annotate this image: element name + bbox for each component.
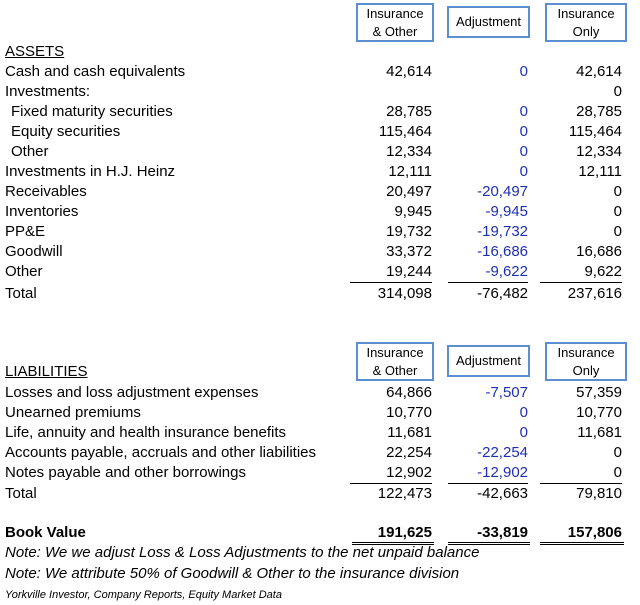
- insurance-only-value: 0: [613, 223, 622, 240]
- book-value-adjustment: -33,819: [477, 524, 528, 541]
- insurance-only-value: 28,785: [576, 103, 622, 120]
- adjustment-value: -42,663: [477, 485, 528, 502]
- table-row-total: [0, 284, 640, 304]
- insurance-other-value: 9,945: [394, 203, 432, 220]
- header-insurance-only: [545, 3, 627, 42]
- table-row: [0, 102, 640, 122]
- row-label: Inventories: [5, 203, 79, 220]
- header-adjustment-label: Adjustment: [455, 14, 522, 29]
- row-label: PP&E: [5, 223, 46, 240]
- adjustment-value: -19,732: [477, 223, 528, 240]
- adjustment-value: -20,497: [477, 183, 528, 200]
- insurance-only-value: 0: [613, 444, 622, 461]
- row-label: Total: [5, 285, 37, 302]
- table-row: [0, 82, 640, 102]
- insurance-other-value: 12,111: [388, 163, 432, 180]
- insurance-other-value: 11,681: [387, 424, 432, 441]
- adjustment-value: 0: [519, 63, 528, 80]
- adjustment-value: 0: [519, 143, 528, 160]
- adjustment-value: 0: [519, 123, 528, 140]
- adjustment-value: -16,686: [477, 243, 528, 260]
- adjustment-value: -9,622: [448, 262, 528, 283]
- book-value-insurance-only: 157,806: [567, 524, 622, 541]
- adjustment-value: 0: [519, 404, 528, 421]
- insurance-other-value: 10,770: [386, 404, 432, 421]
- row-label: Goodwill: [5, 243, 63, 260]
- adjustment-value: 0: [519, 163, 528, 180]
- row-label: Total: [5, 485, 37, 502]
- insurance-other-value: 19,244: [350, 262, 432, 283]
- table-row: [0, 162, 640, 182]
- liabilities-title: LIABILITIES: [5, 363, 88, 380]
- adjustment-value: -76,482: [477, 285, 528, 302]
- insurance-only-value: 79,810: [576, 485, 622, 502]
- row-label: Notes payable and other borrowings: [5, 464, 246, 481]
- header-insurance-only-line2: Only: [572, 362, 600, 378]
- insurance-only-value: 57,359: [576, 384, 622, 401]
- row-label: Accounts payable, accruals and other liabilities: [5, 444, 317, 461]
- row-label: Life, annuity and health insurance benefits: [5, 424, 287, 441]
- assets-title-row: [0, 42, 640, 62]
- table-row: [0, 62, 640, 82]
- row-label: Cash and cash equivalents: [5, 63, 186, 80]
- insurance-other-value: 115,464: [378, 123, 432, 140]
- insurance-only-value: 11,681: [577, 424, 622, 441]
- insurance-other-value: 12,902: [350, 463, 432, 484]
- assets-title: ASSETS: [5, 43, 65, 60]
- table-row: [0, 142, 640, 162]
- row-label: Losses and loss adjustment expenses: [5, 384, 259, 401]
- insurance-other-value: 20,497: [386, 183, 432, 200]
- adjustment-value: -22,254: [477, 444, 528, 461]
- row-label: Other: [11, 143, 49, 160]
- row-label: Equity securities: [11, 123, 121, 140]
- note-line: Note: We attribute 50% of Goodwill & Other to the insurance division: [5, 565, 460, 582]
- note-line: Note: We we adjust Loss & Loss Adjustments to the net unpaid balance: [5, 544, 480, 561]
- insurance-other-value: 64,866: [386, 384, 432, 401]
- header-adjustment: [447, 6, 530, 38]
- header-insurance-other-line2: & Other: [372, 362, 418, 378]
- adjustment-value: 0: [519, 424, 528, 441]
- insurance-other-value: 122,473: [377, 485, 432, 502]
- insurance-other-value: 42,614: [386, 63, 432, 80]
- row-label: Investments in H.J. Heinz: [5, 163, 176, 180]
- header-insurance-other-line2: & Other: [372, 23, 418, 39]
- source-line: Yorkville Investor, Company Reports, Equity Market Data: [5, 589, 282, 601]
- row-label: Other: [5, 263, 43, 280]
- insurance-only-value: 0: [540, 463, 622, 484]
- header-insurance-other-line1: Insurance: [366, 5, 424, 21]
- table-row: [0, 262, 640, 282]
- adjustment-value: -9,945: [485, 203, 528, 220]
- insurance-other-value: 19,732: [386, 223, 432, 240]
- insurance-only-value: 0: [613, 183, 622, 200]
- header-insurance-other-line1: Insurance: [366, 344, 424, 360]
- insurance-only-value: 0: [613, 83, 622, 100]
- table-row: [0, 122, 640, 142]
- row-label: Unearned premiums: [5, 404, 141, 421]
- table-row-total: [0, 484, 640, 504]
- insurance-other-value: 22,254: [386, 444, 432, 461]
- adjustment-value: 0: [519, 103, 528, 120]
- insurance-only-value: 12,111: [578, 163, 622, 180]
- insurance-only-value: 42,614: [576, 63, 622, 80]
- insurance-only-value: 237,616: [567, 285, 622, 302]
- insurance-only-value: 16,686: [576, 243, 622, 260]
- double-underline: [540, 542, 624, 545]
- table-row: [0, 182, 640, 202]
- insurance-only-value: 9,622: [540, 262, 622, 283]
- header-insurance-only-line1: Insurance: [557, 5, 615, 21]
- book-value-insurance-other: 191,625: [377, 524, 432, 541]
- header-insurance-other: [356, 3, 434, 42]
- row-label: Fixed maturity securities: [11, 103, 173, 120]
- book-value-label: Book Value: [5, 524, 86, 541]
- table-row: [0, 463, 640, 483]
- book-value-row: [0, 523, 640, 543]
- header-adjustment-label: Adjustment: [455, 353, 522, 368]
- insurance-only-value: 12,334: [576, 143, 622, 160]
- row-label: Receivables: [5, 183, 87, 200]
- adjustment-value: -7,507: [485, 384, 528, 401]
- table-row: [0, 222, 640, 242]
- insurance-other-value: 314,098: [377, 285, 432, 302]
- insurance-other-value: 33,372: [386, 243, 432, 260]
- header-insurance-only-line2: Only: [572, 23, 600, 39]
- liabilities-title-row: [0, 362, 640, 382]
- table-row: [0, 403, 640, 423]
- header-insurance-only-line1: Insurance: [557, 344, 615, 360]
- insurance-only-value: 10,770: [576, 404, 622, 421]
- table-row: [0, 202, 640, 222]
- insurance-other-value: 12,334: [386, 143, 432, 160]
- adjustment-value: -12,902: [448, 463, 528, 484]
- insurance-other-value: 28,785: [386, 103, 432, 120]
- table-row: [0, 443, 640, 463]
- table-row: [0, 383, 640, 403]
- table-row: [0, 423, 640, 443]
- row-label: Investments:: [5, 83, 91, 100]
- insurance-only-value: 115,464: [568, 123, 622, 140]
- insurance-only-value: 0: [613, 203, 622, 220]
- table-row: [0, 242, 640, 262]
